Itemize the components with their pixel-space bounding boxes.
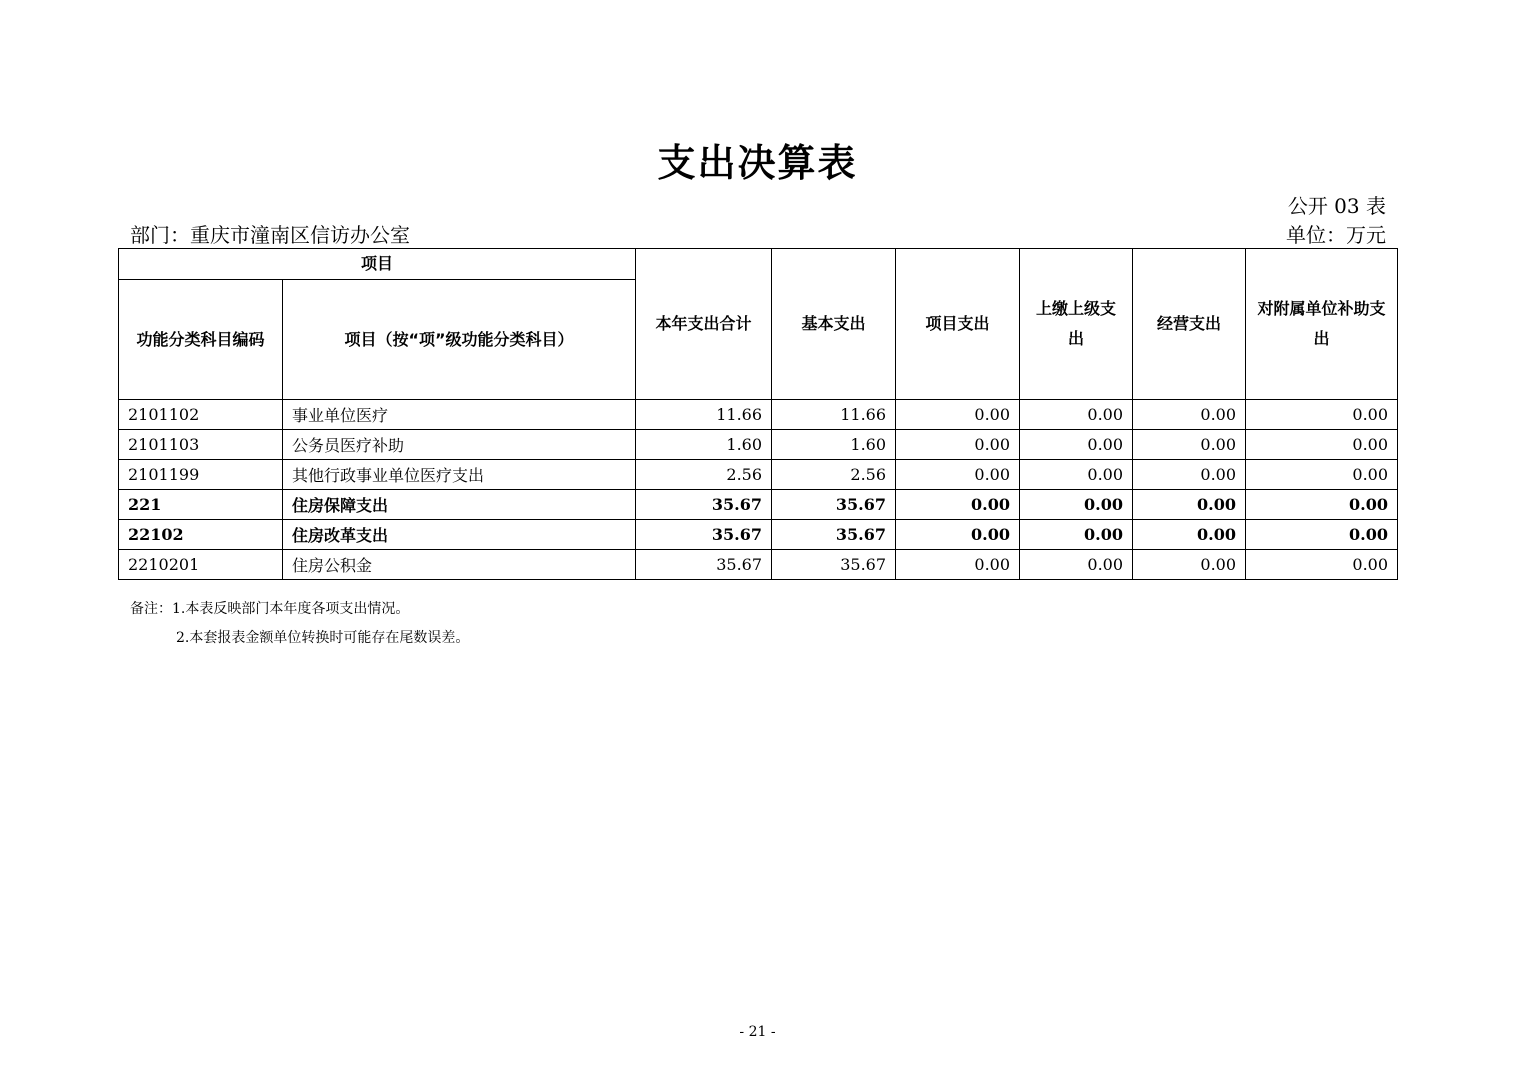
cell-business: 0.00 [1133,550,1246,580]
cell-name: 事业单位医疗 [283,400,636,430]
cell-code: 22102 [119,520,283,550]
cell-business: 0.00 [1133,520,1246,550]
cell-code: 2101103 [119,430,283,460]
table-row [119,520,1398,550]
cell-business: 0.00 [1133,400,1246,430]
cell-upper: 0.00 [1020,430,1133,460]
cell-code: 221 [119,490,283,520]
header-total: 本年支出合计 [636,249,772,400]
cell-basic: 35.67 [772,550,896,580]
header-name: 项目（按“项”级功能分类科目） [283,280,636,400]
cell-upper: 0.00 [1020,520,1133,550]
group-header-project: 项目 [119,249,636,280]
cell-project: 0.00 [896,550,1020,580]
cell-total: 35.67 [636,520,772,550]
cell-business: 0.00 [1133,490,1246,520]
cell-project: 0.00 [896,460,1020,490]
cell-name: 公务员医疗补助 [283,430,636,460]
cell-subsidy: 0.00 [1246,400,1398,430]
cell-code: 2101199 [119,460,283,490]
header-business: 经营支出 [1133,249,1246,400]
cell-upper: 0.00 [1020,550,1133,580]
page-title: 支出决算表 [657,141,858,185]
note-line-1: 备注：1.本表反映部门本年度各项支出情况。 [130,601,410,617]
cell-total: 11.66 [636,400,772,430]
header-code: 功能分类科目编码 [119,280,283,400]
cell-basic: 2.56 [772,460,896,490]
header-subsidy: 对附属单位补助支出 [1246,249,1398,400]
cell-subsidy: 0.00 [1246,460,1398,490]
cell-subsidy: 0.00 [1246,520,1398,550]
notes [130,595,469,653]
cell-basic: 1.60 [772,430,896,460]
form-number: 公开 03 表 [1287,194,1386,218]
cell-subsidy: 0.00 [1246,550,1398,580]
table-row [119,490,1398,520]
cell-name: 其他行政事业单位医疗支出 [283,460,636,490]
table-row [119,460,1398,490]
cell-project: 0.00 [896,520,1020,550]
cell-upper: 0.00 [1020,400,1133,430]
department-label: 部门：重庆市潼南区信访办公室 [130,223,410,247]
cell-name: 住房改革支出 [283,520,636,550]
table-row [119,550,1398,580]
cell-total: 2.56 [636,460,772,490]
cell-total: 1.60 [636,430,772,460]
cell-code: 2210201 [119,550,283,580]
expenditure-table [118,248,1398,580]
cell-project: 0.00 [896,400,1020,430]
cell-business: 0.00 [1133,460,1246,490]
cell-total: 35.67 [636,550,772,580]
cell-basic: 35.67 [772,490,896,520]
cell-project: 0.00 [896,490,1020,520]
cell-basic: 35.67 [772,520,896,550]
cell-total: 35.67 [636,490,772,520]
cell-name: 住房保障支出 [283,490,636,520]
cell-business: 0.00 [1133,430,1246,460]
table-row [119,430,1398,460]
cell-name: 住房公积金 [283,550,636,580]
header-upper: 上缴上级支出 [1020,249,1133,400]
note-line-2: 2.本套报表金额单位转换时可能存在尾数误差。 [176,630,470,646]
header-project: 项目支出 [896,249,1020,400]
cell-code: 2101102 [119,400,283,430]
cell-project: 0.00 [896,430,1020,460]
unit-label: 单位：万元 [1286,223,1386,247]
table-row [119,400,1398,430]
page-number: - 21 - [739,1024,776,1040]
cell-subsidy: 0.00 [1246,490,1398,520]
cell-upper: 0.00 [1020,490,1133,520]
cell-upper: 0.00 [1020,460,1133,490]
header-basic: 基本支出 [772,249,896,400]
cell-basic: 11.66 [772,400,896,430]
cell-subsidy: 0.00 [1246,430,1398,460]
